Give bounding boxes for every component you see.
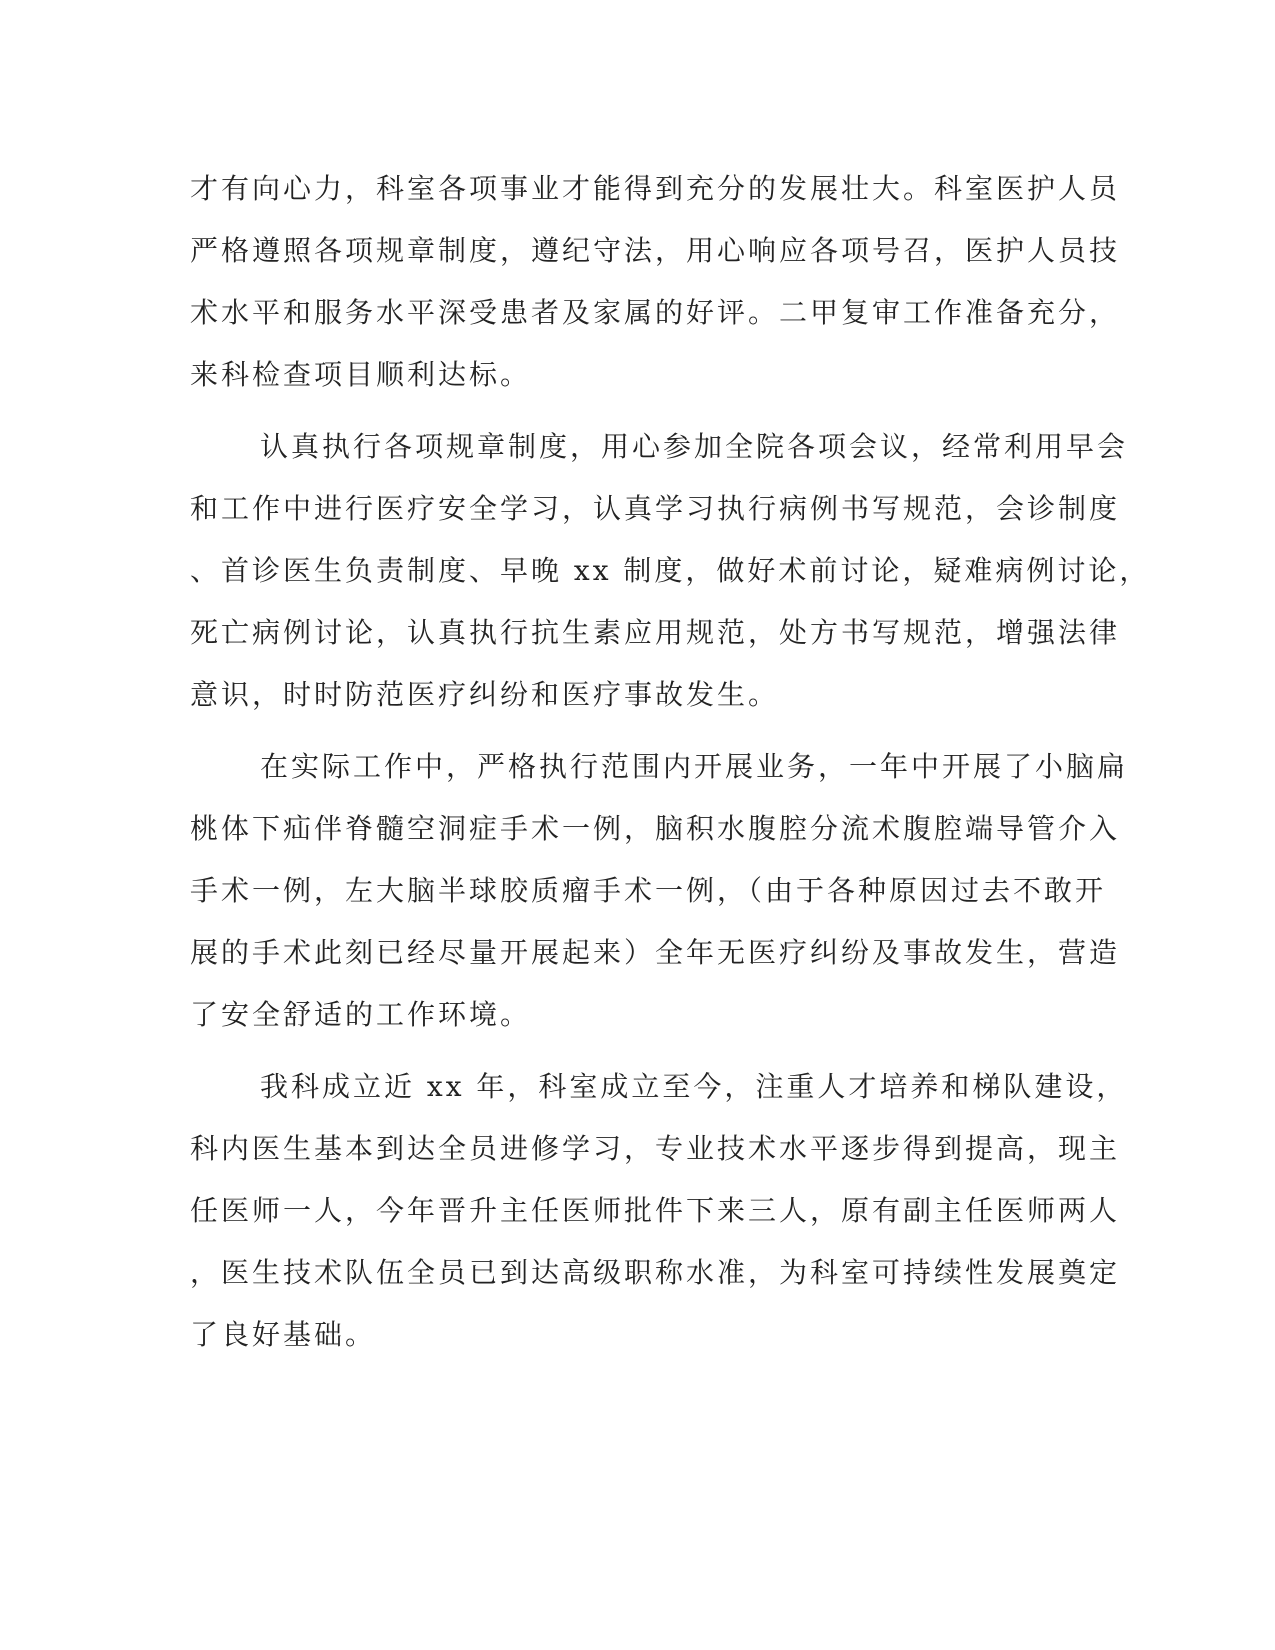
text-line: 术水平和服务水平深受患者及家属的好评。二甲复审工作准备充分， [190,296,1121,329]
paragraph-spacer [190,406,1070,416]
paragraph-1 [190,158,1121,406]
text-line: 手术一例，左大脑半球胶质瘤手术一例，（由于各种原因过去不敢开 [190,874,1107,907]
text-line: 桃体下疝伴脊髓空洞症手术一例，脑积水腹腔分流术腹腔端导管介入 [190,812,1121,845]
text-line: 认真执行各项规章制度，用心参加全院各项会议，经常利用早会 [260,430,1129,463]
text-line: ，医生技术队伍全员已到达高级职称水准，为科室可持续性发展奠定 [190,1256,1121,1289]
document-body [190,158,1151,1366]
text-line: 了安全舒适的工作环境。 [190,998,532,1031]
text-line: 展的手术此刻已经尽量开展起来）全年无医疗纠纷及事故发生，营造 [190,936,1121,969]
paragraph-spacer [190,1046,1070,1056]
paragraph-4 [190,1056,1128,1366]
text-line: 死亡病例讨论，认真执行抗生素应用规范，处方书写规范，增强法律 [190,616,1121,649]
paragraph-spacer [190,726,1070,736]
text-line: 任医师一人，今年晋升主任医师批件下来三人，原有副主任医师两人 [190,1194,1121,1227]
text-line: 在实际工作中，严格执行范围内开展业务，一年中开展了小脑扁 [260,750,1129,783]
text-line: 意识，时时防范医疗纠纷和医疗事故发生。 [190,678,780,711]
text-line: 来科检查项目顺利达标。 [190,358,532,391]
paragraph-2 [190,416,1151,726]
paragraph-3 [190,736,1129,1046]
text-line: 严格遵照各项规章制度，遵纪守法，用心响应各项号召，医护人员技 [190,234,1121,267]
text-line: 我科成立近 xx 年，科室成立至今，注重人才培养和梯队建设， [260,1070,1128,1103]
text-line: 、首诊医生负责制度、早晚 xx 制度，做好术前讨论，疑难病例讨论， [190,554,1151,587]
text-line: 了良好基础。 [190,1318,377,1351]
text-line: 和工作中进行医疗安全学习，认真学习执行病例书写规范，会诊制度 [190,492,1121,525]
text-line: 科内医生基本到达全员进修学习，专业技术水平逐步得到提高，现主 [190,1132,1121,1165]
text-line: 才有向心力，科室各项事业才能得到充分的发展壮大。科室医护人员 [190,172,1121,205]
